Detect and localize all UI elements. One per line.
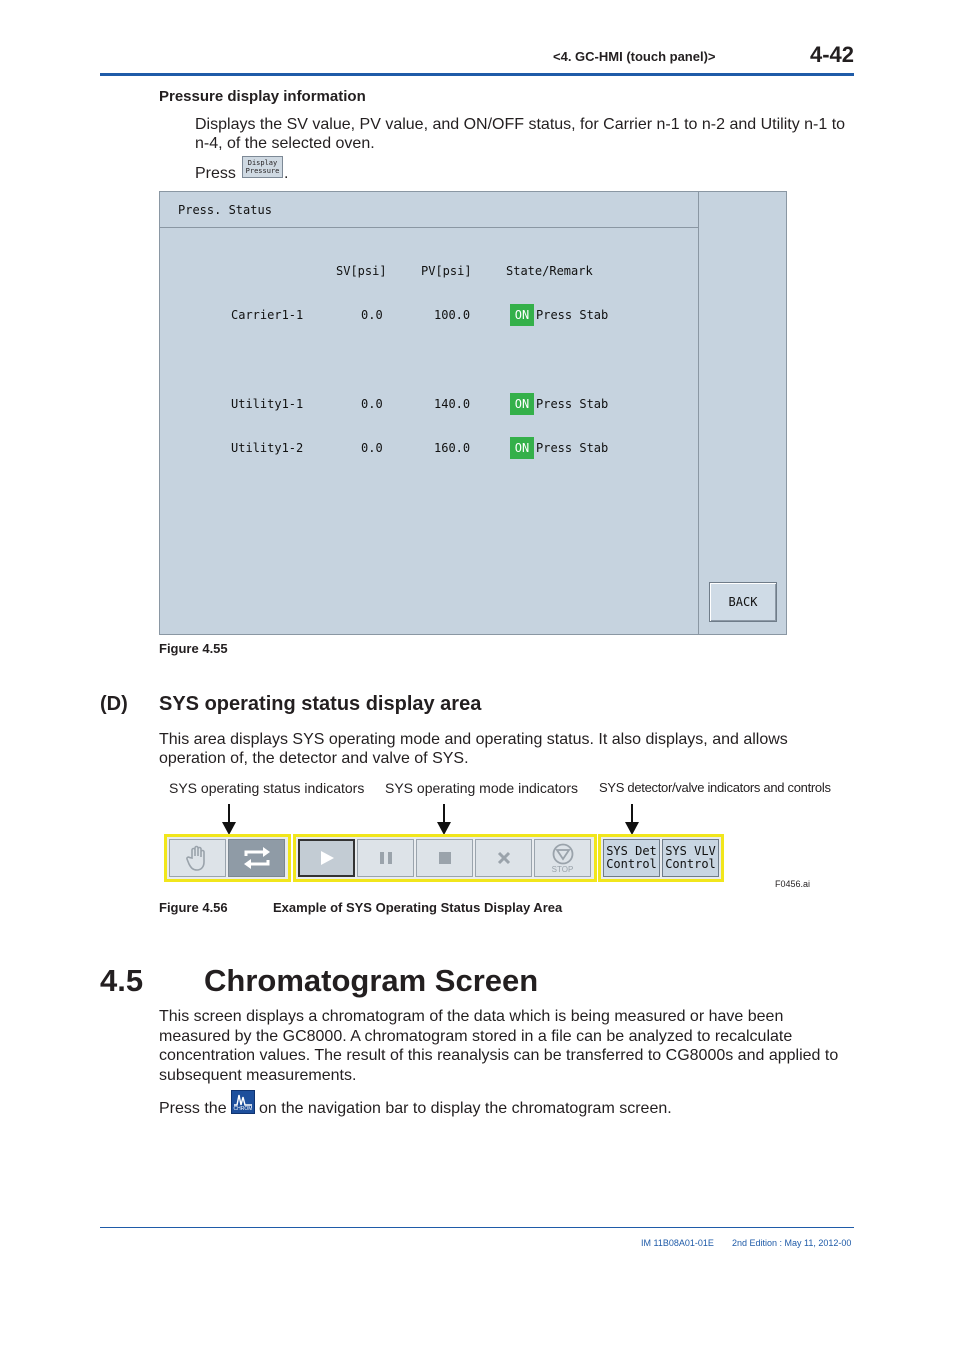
pause-icon xyxy=(379,851,393,865)
label-status-indicators: SYS operating status indicators xyxy=(169,780,365,796)
sys-det-control-button[interactable] xyxy=(603,839,660,877)
back-button[interactable] xyxy=(709,582,777,622)
stop-square-button[interactable] xyxy=(416,839,473,877)
chromatogram-icon xyxy=(232,1092,254,1107)
status-badge: ON xyxy=(510,393,534,415)
back-button-label: BACK xyxy=(728,595,758,609)
play-icon xyxy=(319,850,335,866)
status-badge: ON xyxy=(510,437,534,459)
cycle-icon xyxy=(242,846,272,870)
press-status-title: Press. Status xyxy=(178,203,272,217)
display-pressure-button[interactable] xyxy=(242,156,283,178)
section-d-line2: operation of, the detector and valve of SYS. xyxy=(159,750,469,767)
column-sv: SV[psi] xyxy=(336,264,387,278)
detector-valve-group xyxy=(598,834,724,882)
header-chapter: <4. GC-HMI (touch panel)> xyxy=(553,49,716,64)
stop-button[interactable] xyxy=(534,839,591,877)
manual-mode-button[interactable] xyxy=(169,839,226,877)
sys-vlv-control-button[interactable] xyxy=(662,839,719,877)
footer-doc-id: IM 11B08A01-01E xyxy=(641,1238,714,1248)
section-d-line1: This area displays SYS operating mode and operating status. It also displays, and allows xyxy=(159,731,788,748)
section-45-p2-before: Press the xyxy=(159,1100,227,1117)
press-status-titlebar xyxy=(160,192,698,228)
section-45-title: Chromatogram Screen xyxy=(204,963,539,998)
figure-file-id: F0456.ai xyxy=(775,879,811,889)
press-period: . xyxy=(284,165,289,182)
stop-circle-icon xyxy=(552,843,574,865)
chrom-nav-button[interactable] xyxy=(231,1090,255,1114)
run-button[interactable] xyxy=(298,839,355,877)
section-45-p1-line4: subsequent measurements. xyxy=(159,1067,357,1084)
sys-det-line1: SYS Det xyxy=(606,844,657,858)
page-number: 4-42 xyxy=(810,42,855,67)
section-45-p1-line3: concentration values. The result of this reanalysis can be transferred to CG8000s and applied to xyxy=(159,1047,839,1064)
label-mode-indicators: SYS operating mode indicators xyxy=(385,780,578,796)
row-remark: Press Stab xyxy=(536,397,609,411)
row-remark: Press Stab xyxy=(536,441,609,455)
section-45-p2-after: on the navigation bar to display the chromatogram screen. xyxy=(259,1100,672,1117)
section-45-p1-line2: measured by the GC8000. A chromatogram stored in a file can be analyzed to recalculate xyxy=(159,1028,793,1045)
label-detector-controls: SYS detector/valve indicators and controls xyxy=(599,780,831,795)
hand-icon xyxy=(186,844,210,872)
figure-55-caption: Figure 4.55 xyxy=(159,641,228,656)
row-sv: 0.0 xyxy=(361,308,383,322)
row-name: Carrier1-1 xyxy=(231,308,304,322)
header-rule xyxy=(100,73,854,76)
press-label: Press xyxy=(195,165,236,182)
press-status-screen xyxy=(159,191,787,635)
status-indicator-group xyxy=(164,834,291,882)
footer-edition: 2nd Edition : May 11, 2012-00 xyxy=(732,1238,852,1248)
pause-button[interactable] xyxy=(357,839,414,877)
sys-det-line2: Control xyxy=(606,857,657,871)
footer-rule xyxy=(100,1227,854,1228)
status-badge: ON xyxy=(510,304,534,326)
row-pv: 140.0 xyxy=(434,397,471,411)
section-d-label: (D) xyxy=(100,693,128,715)
row-name: Utility1-2 xyxy=(231,441,304,455)
abort-button[interactable] xyxy=(475,839,532,877)
pressure-desc-line1: Displays the SV value, PV value, and ON/OFF status, for Carrier n-1 to n-2 and Utility n-1 to xyxy=(195,116,846,133)
section-d-title: SYS operating status display area xyxy=(159,693,482,715)
row-remark: Press Stab xyxy=(536,308,609,322)
display-pressure-line2: Pressure xyxy=(245,167,280,175)
stop-label: STOP xyxy=(551,864,574,874)
press-status-main-panel xyxy=(160,192,699,634)
row-name: Utility1-1 xyxy=(231,397,304,411)
figure-56-number: Figure 4.56 xyxy=(159,900,228,915)
row-sv: 0.0 xyxy=(361,397,383,411)
display-pressure-line1: Display xyxy=(247,159,278,167)
column-state: State/Remark xyxy=(506,264,593,278)
row-sv: 0.0 xyxy=(361,441,383,455)
column-pv: PV[psi] xyxy=(421,264,472,278)
pressure-desc-line2: n-4, of the selected oven. xyxy=(195,135,375,152)
row-pv: 160.0 xyxy=(434,441,471,455)
sys-vlv-line1: SYS VLV xyxy=(665,844,716,858)
section-45-number: 4.5 xyxy=(100,963,144,998)
stop-square-icon xyxy=(438,851,452,865)
section-45-p1-line1: This screen displays a chromatogram of the data which is being measured or have been xyxy=(159,1008,784,1025)
sys-vlv-line2: Control xyxy=(665,857,716,871)
pressure-heading: Pressure display information xyxy=(159,88,366,105)
chrom-icon-label: CHROM xyxy=(233,1106,253,1112)
figure-56-title: Example of SYS Operating Status Display Area xyxy=(273,900,563,915)
close-icon xyxy=(497,851,511,865)
cycle-mode-button[interactable] xyxy=(228,839,285,877)
row-pv: 100.0 xyxy=(434,308,471,322)
mode-indicator-group xyxy=(293,834,597,882)
